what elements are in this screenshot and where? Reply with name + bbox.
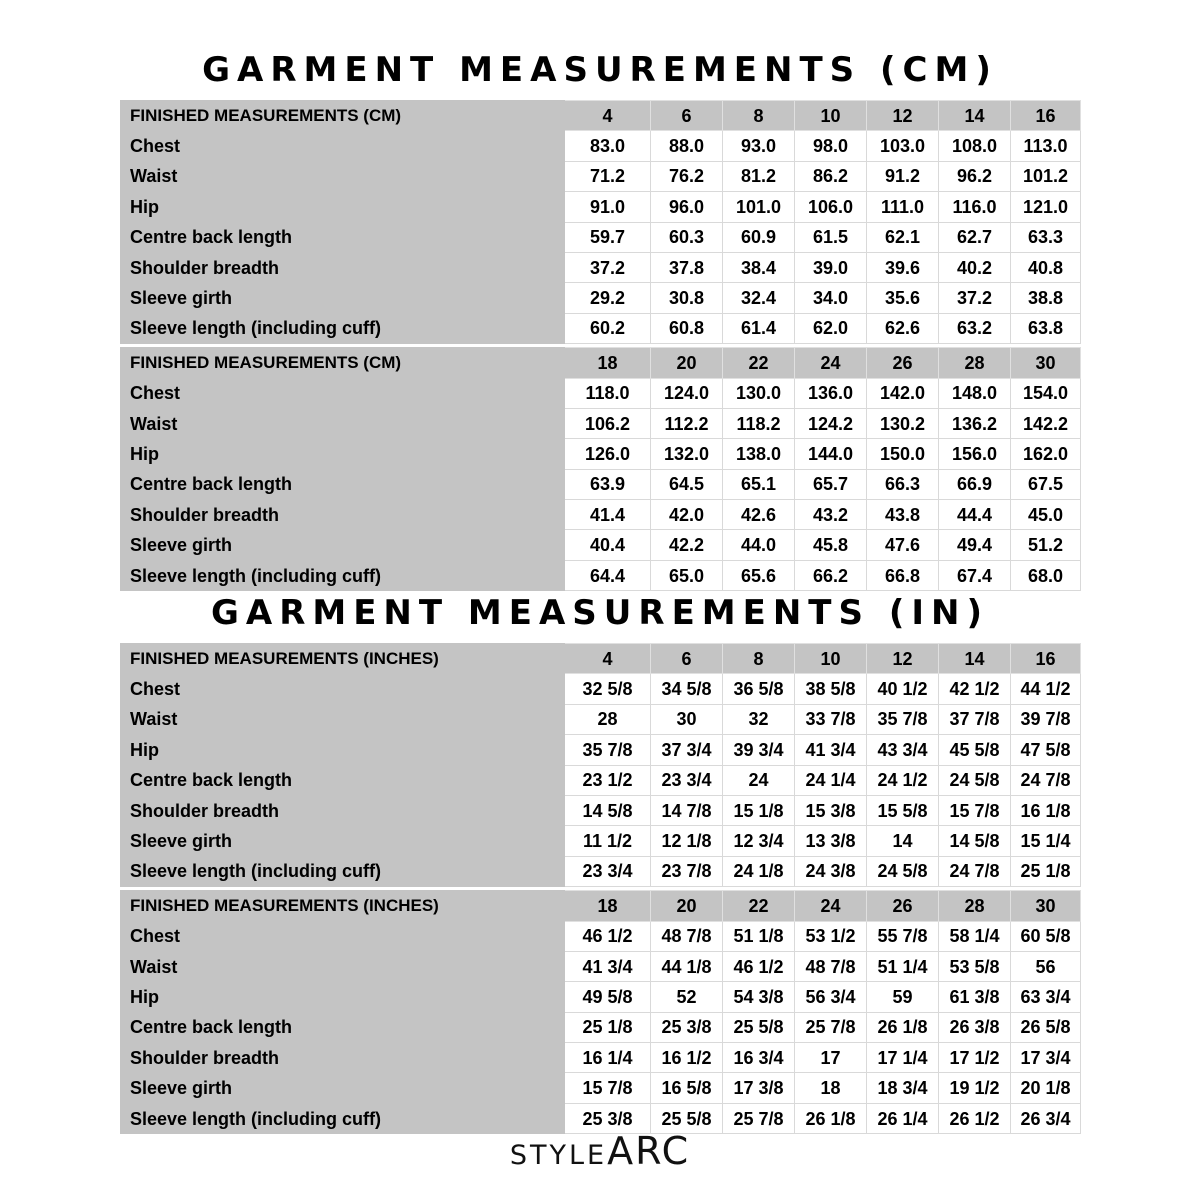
row-label: Centre back length (121, 1012, 565, 1042)
measurement-cell: 148.0 (939, 378, 1011, 408)
measurement-cell: 42 1/2 (939, 674, 1011, 704)
measurement-cell: 64.4 (565, 560, 651, 590)
measurement-cell: 162.0 (1011, 439, 1081, 469)
table-row (121, 131, 1081, 161)
measurement-cell: 14 5/8 (565, 795, 651, 825)
measurement-cell: 66.9 (939, 469, 1011, 499)
measurement-cell: 71.2 (565, 161, 651, 191)
measurement-cell: 44.0 (723, 530, 795, 560)
size-header: 12 (867, 644, 939, 674)
measurement-cell: 62.0 (795, 313, 867, 343)
measurement-cell: 23 3/4 (651, 765, 723, 795)
measurement-cell: 24 1/2 (867, 765, 939, 795)
size-header: 4 (565, 101, 651, 131)
row-label: Chest (121, 921, 565, 951)
header-label: FINISHED MEASUREMENTS (INCHES) (121, 644, 565, 674)
measurement-cell: 49 5/8 (565, 982, 651, 1012)
table-row (121, 408, 1081, 438)
measurement-cell: 106.0 (795, 192, 867, 222)
size-header: 14 (939, 644, 1011, 674)
measurement-cell: 138.0 (723, 439, 795, 469)
size-header: 14 (939, 101, 1011, 131)
measurement-cell: 98.0 (795, 131, 867, 161)
measurement-cell: 113.0 (1011, 131, 1081, 161)
measurement-cell: 112.2 (651, 408, 723, 438)
measurement-cell: 14 5/8 (939, 826, 1011, 856)
table-row (121, 1012, 1081, 1042)
measurement-cell: 16 1/8 (1011, 795, 1081, 825)
logo-text-arc: ARC (607, 1129, 691, 1173)
measurement-cell: 44 1/8 (651, 951, 723, 981)
table-row (121, 1073, 1081, 1103)
table-row (121, 674, 1081, 704)
measurement-cell: 60.9 (723, 222, 795, 252)
measurement-cell: 35 7/8 (867, 704, 939, 734)
measurement-cell: 26 3/8 (939, 1012, 1011, 1042)
measurement-cell: 45.0 (1011, 500, 1081, 530)
measurement-cell: 24 7/8 (939, 856, 1011, 886)
measurement-cell: 14 7/8 (651, 795, 723, 825)
measurement-cell: 136.0 (795, 378, 867, 408)
measurement-cell: 15 1/4 (1011, 826, 1081, 856)
measurement-cell: 17 1/2 (939, 1043, 1011, 1073)
row-label: Hip (121, 735, 565, 765)
measurement-cell: 26 3/4 (1011, 1103, 1081, 1133)
size-header: 12 (867, 101, 939, 131)
size-header: 26 (867, 348, 939, 378)
measurement-cell: 88.0 (651, 131, 723, 161)
measurement-cell: 116.0 (939, 192, 1011, 222)
measurement-cell: 32 (723, 704, 795, 734)
row-label: Waist (121, 951, 565, 981)
measurement-cell: 154.0 (1011, 378, 1081, 408)
table-row (121, 222, 1081, 252)
measurement-cell: 16 5/8 (651, 1073, 723, 1103)
measurement-cell: 35 7/8 (565, 735, 651, 765)
measurement-cell: 63.8 (1011, 313, 1081, 343)
row-label: Waist (121, 161, 565, 191)
measurement-cell: 42.0 (651, 500, 723, 530)
measurement-cell: 28 (565, 704, 651, 734)
table-row (121, 252, 1081, 282)
row-label: Sleeve length (including cuff) (121, 313, 565, 343)
measurement-cell: 25 5/8 (651, 1103, 723, 1133)
measurement-cell: 48 7/8 (795, 951, 867, 981)
measurement-cell: 91.0 (565, 192, 651, 222)
row-label: Hip (121, 439, 565, 469)
measurement-cell: 23 7/8 (651, 856, 723, 886)
measurement-cell: 48 7/8 (651, 921, 723, 951)
measurement-cell: 62.6 (867, 313, 939, 343)
header-label: FINISHED MEASUREMENTS (INCHES) (121, 891, 565, 921)
size-header: 28 (939, 891, 1011, 921)
inches-section-title: GARMENT MEASUREMENTS (IN) (210, 593, 990, 633)
measurement-cell: 56 3/4 (795, 982, 867, 1012)
size-header: 30 (1011, 891, 1081, 921)
measurement-cell: 36 5/8 (723, 674, 795, 704)
table-row (121, 735, 1081, 765)
row-label: Centre back length (121, 469, 565, 499)
measurement-cell: 66.3 (867, 469, 939, 499)
measurement-cell: 43 3/4 (867, 735, 939, 765)
measurement-cell: 39 3/4 (723, 735, 795, 765)
measurement-cell: 30 (651, 704, 723, 734)
measurement-cell: 18 (795, 1073, 867, 1103)
size-header: 20 (651, 891, 723, 921)
row-label: Sleeve girth (121, 283, 565, 313)
table-row (121, 439, 1081, 469)
measurement-cell: 55 7/8 (867, 921, 939, 951)
row-label: Hip (121, 982, 565, 1012)
size-header: 18 (565, 891, 651, 921)
header-row (121, 348, 1081, 378)
measurement-cell: 53 5/8 (939, 951, 1011, 981)
measurement-cell: 52 (651, 982, 723, 1012)
measurement-cell: 40.2 (939, 252, 1011, 282)
measurement-cell: 44 1/2 (1011, 674, 1081, 704)
measurement-cell: 81.2 (723, 161, 795, 191)
table-row (121, 704, 1081, 734)
measurement-cell: 23 1/2 (565, 765, 651, 795)
table-row (121, 161, 1081, 191)
table-row (121, 795, 1081, 825)
header-row (121, 644, 1081, 674)
table-row (121, 283, 1081, 313)
measurement-cell: 39.6 (867, 252, 939, 282)
measurement-cell: 68.0 (1011, 560, 1081, 590)
measurement-cell: 42.2 (651, 530, 723, 560)
measurement-cell: 63.2 (939, 313, 1011, 343)
measurement-cell: 26 1/4 (867, 1103, 939, 1133)
measurement-cell: 45.8 (795, 530, 867, 560)
measurement-cell: 26 1/2 (939, 1103, 1011, 1133)
measurement-cell: 26 1/8 (867, 1012, 939, 1042)
size-header: 8 (723, 101, 795, 131)
size-header: 30 (1011, 348, 1081, 378)
measurement-cell: 66.2 (795, 560, 867, 590)
row-label: Sleeve length (including cuff) (121, 856, 565, 886)
measurement-cell: 32.4 (723, 283, 795, 313)
measurement-cell: 65.6 (723, 560, 795, 590)
measurement-cell: 108.0 (939, 131, 1011, 161)
cm-section-title: GARMENT MEASUREMENTS (CM) (202, 50, 998, 90)
table-row (121, 313, 1081, 343)
measurement-cell: 17 3/8 (723, 1073, 795, 1103)
measurement-cell: 37.2 (565, 252, 651, 282)
row-label: Sleeve girth (121, 826, 565, 856)
row-label: Centre back length (121, 765, 565, 795)
table-row (121, 500, 1081, 530)
measurement-cell: 18 3/4 (867, 1073, 939, 1103)
measurement-cell: 60.2 (565, 313, 651, 343)
measurement-cell: 14 (867, 826, 939, 856)
measurement-cell: 66.8 (867, 560, 939, 590)
measurement-cell: 142.2 (1011, 408, 1081, 438)
row-label: Shoulder breadth (121, 252, 565, 282)
measurement-cell: 63 3/4 (1011, 982, 1081, 1012)
size-header: 24 (795, 891, 867, 921)
measurement-cell: 37.8 (651, 252, 723, 282)
style-arc-logo (0, 1130, 1200, 1180)
measurement-cell: 67.5 (1011, 469, 1081, 499)
measurement-cell: 38.4 (723, 252, 795, 282)
row-label: Waist (121, 408, 565, 438)
measurement-cell: 60.3 (651, 222, 723, 252)
measurement-cell: 41.4 (565, 500, 651, 530)
measurement-cell: 32 5/8 (565, 674, 651, 704)
table-row (121, 826, 1081, 856)
measurement-cell: 43.8 (867, 500, 939, 530)
row-label: Shoulder breadth (121, 1043, 565, 1073)
header-row (121, 891, 1081, 921)
size-header: 18 (565, 348, 651, 378)
measurement-cell: 65.1 (723, 469, 795, 499)
measurement-cell: 24 1/8 (723, 856, 795, 886)
row-label: Shoulder breadth (121, 500, 565, 530)
measurement-cell: 41 3/4 (795, 735, 867, 765)
measurement-cell: 38.8 (1011, 283, 1081, 313)
measurement-cell: 46 1/2 (723, 951, 795, 981)
measurement-cell: 16 1/2 (651, 1043, 723, 1073)
table-row (121, 921, 1081, 951)
measurement-cell: 58 1/4 (939, 921, 1011, 951)
measurement-cell: 47.6 (867, 530, 939, 560)
table-row (121, 192, 1081, 222)
measurement-cell: 19 1/2 (939, 1073, 1011, 1103)
size-header: 10 (795, 101, 867, 131)
row-label: Waist (121, 704, 565, 734)
measurement-cell: 16 1/4 (565, 1043, 651, 1073)
measurement-cell: 13 3/8 (795, 826, 867, 856)
measurement-cell: 51 1/8 (723, 921, 795, 951)
measurement-cell: 76.2 (651, 161, 723, 191)
table-row (121, 378, 1081, 408)
size-header: 16 (1011, 101, 1081, 131)
measurement-cell: 150.0 (867, 439, 939, 469)
measurement-cell: 124.2 (795, 408, 867, 438)
measurement-cell: 33 7/8 (795, 704, 867, 734)
measurement-cell: 126.0 (565, 439, 651, 469)
measurement-cell: 35.6 (867, 283, 939, 313)
measurement-cell: 25 3/8 (651, 1012, 723, 1042)
size-header: 6 (651, 101, 723, 131)
size-header: 24 (795, 348, 867, 378)
measurement-cell: 111.0 (867, 192, 939, 222)
table-row (121, 856, 1081, 886)
measurement-cell: 142.0 (867, 378, 939, 408)
table-row (121, 530, 1081, 560)
measurement-cell: 118.0 (565, 378, 651, 408)
measurement-cell: 136.2 (939, 408, 1011, 438)
measurement-cell: 86.2 (795, 161, 867, 191)
measurement-cell: 37 7/8 (939, 704, 1011, 734)
measurement-cell: 63.3 (1011, 222, 1081, 252)
size-header: 28 (939, 348, 1011, 378)
measurement-cell: 25 1/8 (1011, 856, 1081, 886)
measurement-cell: 17 (795, 1043, 867, 1073)
size-header: 10 (795, 644, 867, 674)
measurement-cell: 46 1/2 (565, 921, 651, 951)
measurement-cell: 61.5 (795, 222, 867, 252)
measurement-cell: 40.8 (1011, 252, 1081, 282)
measurement-cell: 26 1/8 (795, 1103, 867, 1133)
measurement-cell: 49.4 (939, 530, 1011, 560)
measurement-cell: 25 1/8 (565, 1012, 651, 1042)
measurement-cell: 37.2 (939, 283, 1011, 313)
measurement-cell: 132.0 (651, 439, 723, 469)
measurement-cell: 15 5/8 (867, 795, 939, 825)
header-row (121, 101, 1081, 131)
measurement-cell: 91.2 (867, 161, 939, 191)
measurement-cell: 12 3/4 (723, 826, 795, 856)
row-label: Shoulder breadth (121, 795, 565, 825)
size-header: 4 (565, 644, 651, 674)
measurement-cell: 54 3/8 (723, 982, 795, 1012)
measurement-cell: 51 1/4 (867, 951, 939, 981)
measurement-cell: 101.0 (723, 192, 795, 222)
row-label: Centre back length (121, 222, 565, 252)
inches-measurement-table (120, 643, 1081, 1134)
measurement-cell: 96.0 (651, 192, 723, 222)
measurement-cell: 101.2 (1011, 161, 1081, 191)
measurement-cell: 47 5/8 (1011, 735, 1081, 765)
measurement-cell: 103.0 (867, 131, 939, 161)
size-header: 20 (651, 348, 723, 378)
measurement-cell: 24 7/8 (1011, 765, 1081, 795)
measurement-cell: 96.2 (939, 161, 1011, 191)
row-label: Chest (121, 131, 565, 161)
measurement-cell: 118.2 (723, 408, 795, 438)
logo-text-style: STYLE (509, 1140, 608, 1171)
measurement-cell: 25 5/8 (723, 1012, 795, 1042)
cm-measurement-table (120, 100, 1081, 591)
header-label: FINISHED MEASUREMENTS (CM) (121, 101, 565, 131)
size-header: 8 (723, 644, 795, 674)
measurement-cell: 24 (723, 765, 795, 795)
table-row (121, 765, 1081, 795)
table-row (121, 982, 1081, 1012)
row-label: Sleeve length (including cuff) (121, 1103, 565, 1133)
measurement-cell: 60.8 (651, 313, 723, 343)
measurement-cell: 59 (867, 982, 939, 1012)
measurement-cell: 15 7/8 (565, 1073, 651, 1103)
measurement-cell: 130.2 (867, 408, 939, 438)
measurement-cell: 51.2 (1011, 530, 1081, 560)
table-row (121, 1043, 1081, 1073)
measurement-cell: 63.9 (565, 469, 651, 499)
measurement-cell: 30.8 (651, 283, 723, 313)
measurement-cell: 42.6 (723, 500, 795, 530)
measurement-cell: 156.0 (939, 439, 1011, 469)
measurement-cell: 15 1/8 (723, 795, 795, 825)
measurement-cell: 67.4 (939, 560, 1011, 590)
table-row (121, 560, 1081, 590)
row-label: Sleeve length (including cuff) (121, 560, 565, 590)
size-header: 6 (651, 644, 723, 674)
measurement-cell: 34 5/8 (651, 674, 723, 704)
measurement-cell: 61.4 (723, 313, 795, 343)
measurement-cell: 83.0 (565, 131, 651, 161)
measurement-cell: 23 3/4 (565, 856, 651, 886)
measurement-cell: 62.7 (939, 222, 1011, 252)
measurement-cell: 60 5/8 (1011, 921, 1081, 951)
measurement-cell: 29.2 (565, 283, 651, 313)
measurement-cell: 121.0 (1011, 192, 1081, 222)
header-label: FINISHED MEASUREMENTS (CM) (121, 348, 565, 378)
measurement-cell: 17 3/4 (1011, 1043, 1081, 1073)
measurement-cell: 37 3/4 (651, 735, 723, 765)
size-header: 22 (723, 891, 795, 921)
measurement-cell: 25 3/8 (565, 1103, 651, 1133)
size-header: 22 (723, 348, 795, 378)
measurement-cell: 12 1/8 (651, 826, 723, 856)
size-header: 16 (1011, 644, 1081, 674)
measurement-cell: 124.0 (651, 378, 723, 408)
measurement-cell: 45 5/8 (939, 735, 1011, 765)
measurement-cell: 40.4 (565, 530, 651, 560)
measurement-cell: 65.7 (795, 469, 867, 499)
measurement-cell: 20 1/8 (1011, 1073, 1081, 1103)
measurement-cell: 64.5 (651, 469, 723, 499)
measurement-cell: 24 1/4 (795, 765, 867, 795)
measurement-cell: 62.1 (867, 222, 939, 252)
row-label: Chest (121, 674, 565, 704)
table-row (121, 469, 1081, 499)
measurement-cell: 24 5/8 (939, 765, 1011, 795)
measurement-cell: 16 3/4 (723, 1043, 795, 1073)
measurement-cell: 24 3/8 (795, 856, 867, 886)
row-label: Hip (121, 192, 565, 222)
measurement-cell: 39.0 (795, 252, 867, 282)
measurement-cell: 41 3/4 (565, 951, 651, 981)
measurement-cell: 38 5/8 (795, 674, 867, 704)
measurement-cell: 59.7 (565, 222, 651, 252)
measurement-cell: 34.0 (795, 283, 867, 313)
size-header: 26 (867, 891, 939, 921)
measurement-cell: 17 1/4 (867, 1043, 939, 1073)
measurement-cell: 26 5/8 (1011, 1012, 1081, 1042)
row-label: Sleeve girth (121, 530, 565, 560)
measurement-cell: 44.4 (939, 500, 1011, 530)
measurement-cell: 15 3/8 (795, 795, 867, 825)
measurement-cell: 25 7/8 (723, 1103, 795, 1133)
measurement-cell: 144.0 (795, 439, 867, 469)
measurement-cell: 93.0 (723, 131, 795, 161)
table-row (121, 951, 1081, 981)
measurement-cell: 15 7/8 (939, 795, 1011, 825)
measurement-cell: 61 3/8 (939, 982, 1011, 1012)
row-label: Chest (121, 378, 565, 408)
measurement-cell: 24 5/8 (867, 856, 939, 886)
measurement-cell: 25 7/8 (795, 1012, 867, 1042)
measurement-cell: 106.2 (565, 408, 651, 438)
measurement-cell: 39 7/8 (1011, 704, 1081, 734)
row-label: Sleeve girth (121, 1073, 565, 1103)
measurement-cell: 53 1/2 (795, 921, 867, 951)
measurement-cell: 43.2 (795, 500, 867, 530)
measurement-cell: 40 1/2 (867, 674, 939, 704)
measurement-cell: 130.0 (723, 378, 795, 408)
measurement-cell: 11 1/2 (565, 826, 651, 856)
measurement-cell: 65.0 (651, 560, 723, 590)
measurement-cell: 56 (1011, 951, 1081, 981)
